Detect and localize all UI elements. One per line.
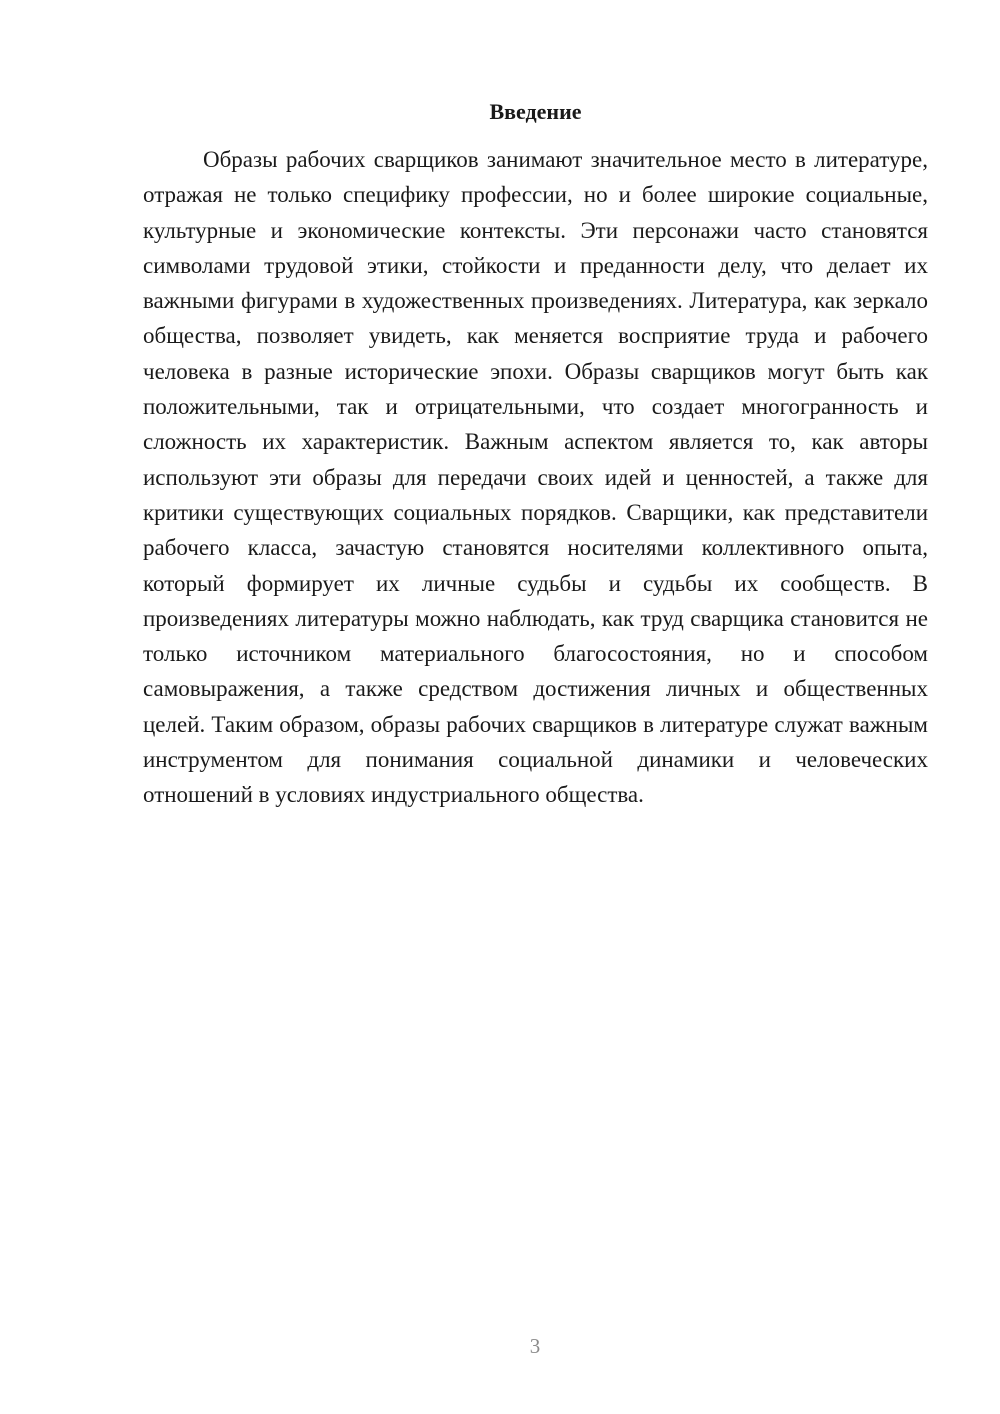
body-paragraph: Образы рабочих сварщиков занимают значительное место в литературе, отражая не только специфику профессии, но и более широкие социальные, культурные и экономические контексты. Эти персонажи часто становятся символами трудовой этики, стойкости и преданности делу, что делает их важными фигурами в художественных произведениях. Литература, как зеркало общества, позволяет увидеть, как меняется восприятие труда и рабочего человека в разные исторические эпохи. Образы сварщиков могут быть как положительными, так и отрицательными, что создает многогранность и сложность их характеристик. Важным аспектом является то, как авторы используют эти образы для передачи своих идей и ценностей, а также для критики существующих социальных порядков. Сварщики, как представители рабочего класса, зачастую становятся носителями коллективного опыта, который формирует их личные судьбы и судьбы их сообществ. В произведениях литературы можно наблюдать, как труд сварщика становится не только источником материального благосостояния, но и способом самовыражения, а также средством достижения личных и общественных целей. Таким образом, образы рабочих сварщиков в литературе служат важным инструментом для понимания социальной динамики и человеческих отношений в условиях индустриального общества.	[143, 147, 928, 808]
section-heading: Введение	[489, 99, 582, 124]
page-number: 3	[529, 1334, 541, 1358]
